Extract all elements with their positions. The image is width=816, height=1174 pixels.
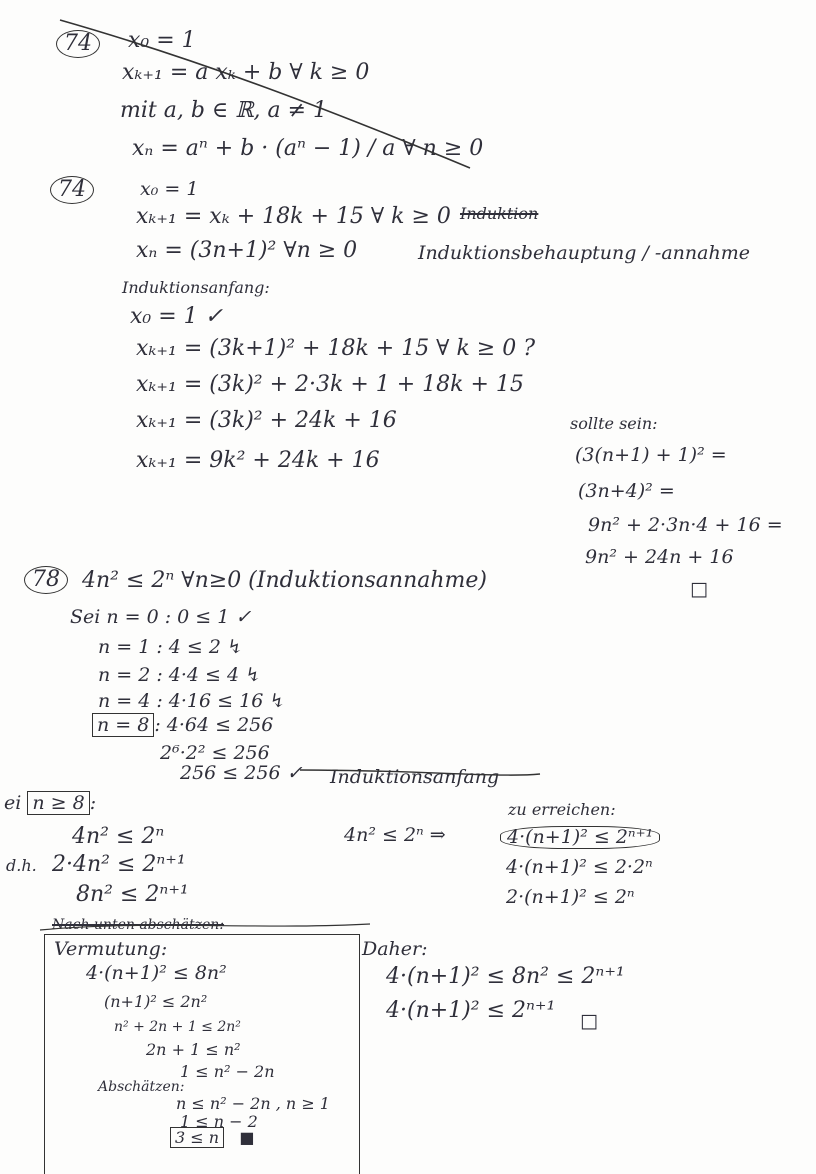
p78-row-7: 256 ≤ 256 ✓	[180, 762, 303, 784]
p78-conj-5: 1 ≤ n² − 2n	[180, 1062, 275, 1081]
problem-74-number: 74	[50, 176, 94, 204]
p74a-line-4: xₙ = aⁿ + b · (aⁿ − 1) / a ∀ n ≥ 0	[132, 136, 484, 161]
p78-assume-1: 4n² ≤ 2ⁿ	[72, 824, 165, 849]
p78-row-5: n = 8 : 4·64 ≤ 256	[92, 716, 273, 735]
p74b-side-1: (3(n+1) + 1)² =	[575, 444, 727, 466]
p78-n-ge-8-box: n ≥ 8	[27, 791, 89, 815]
p78-conclusion-1: 4·(n+1)² ≤ 8n² ≤ 2ⁿ⁺¹	[386, 964, 625, 989]
p74b-struck-word: Induktion	[460, 204, 539, 223]
p78-assume-3: 8n² ≤ 2ⁿ⁺¹	[76, 882, 189, 907]
p78-estimate-label: Abschätzen:	[98, 1079, 185, 1095]
p74b-side-2: (3n+4)² =	[578, 480, 675, 502]
p78-row-4: n = 4 : 4·16 ≤ 16 ↯	[98, 690, 286, 712]
p78-row-3: n = 2 : 4·4 ≤ 4 ↯	[98, 664, 262, 686]
p74b-line-9: xₖ₊₁ = 9k² + 24k + 16	[136, 448, 380, 473]
p74b-line-8: xₖ₊₁ = (3k)² + 24k + 16	[136, 408, 397, 433]
p78-goal-title: zu erreichen:	[508, 800, 616, 819]
p78-goal-3: 2·(n+1)² ≤ 2ⁿ	[506, 886, 635, 908]
p78-base-case-note: Induktionsanfang	[330, 766, 500, 788]
p74b-base-case-heading: Induktionsanfang:	[122, 278, 270, 297]
p74b-line-2: xₖ₊₁ = xₖ + 18k + 15 ∀ k ≥ 0	[136, 204, 451, 229]
p78-row-1: Sei n = 0 : 0 ≤ 1 ✓	[70, 606, 252, 628]
p78-assume-line: ei n ≥ 8 :	[4, 792, 97, 814]
p74b-line-6: xₖ₊₁ = (3k+1)² + 18k + 15 ∀ k ≥ 0 ?	[136, 336, 535, 361]
p74b-side-3: 9n² + 2·3n·4 + 16 =	[588, 514, 783, 536]
p78-implication: 4n² ≤ 2ⁿ ⇒	[344, 824, 446, 846]
p78-goal-2: 4·(n+1)² ≤ 2·2ⁿ	[506, 856, 653, 878]
p78-dh-label: d.h.	[6, 856, 37, 875]
p74a-line-1: x₀ = 1	[128, 28, 196, 53]
p78-daher-label: Daher:	[362, 938, 428, 960]
p78-conj-4: 2n + 1 ≤ n²	[146, 1040, 241, 1059]
p78-conj-2: (n+1)² ≤ 2n²	[104, 992, 208, 1011]
p78-3-le-n-box: 3 ≤ n	[170, 1127, 224, 1148]
p78-qed-box: □	[580, 1010, 598, 1032]
p78-conj-9: 3 ≤ n ■	[170, 1130, 254, 1146]
p74b-qed-box: □	[690, 578, 708, 600]
p74b-line-7: xₖ₊₁ = (3k)² + 2·3k + 1 + 18k + 15	[136, 372, 524, 397]
p74b-line-1: x₀ = 1	[140, 178, 199, 200]
p78-struck-note: Nach unten abschätzen:	[52, 917, 225, 933]
p78-conj-3: n² + 2n + 1 ≤ 2n²	[114, 1019, 241, 1035]
p78-row-6: 2⁶·2² ≤ 256	[160, 742, 270, 764]
p78-assume-2: 2·4n² ≤ 2ⁿ⁺¹	[52, 852, 186, 877]
p78-conj-1: 4·(n+1)² ≤ 8n²	[86, 962, 227, 984]
p74b-side-4: 9n² + 24n + 16	[585, 546, 734, 568]
p74b-side-title: sollte sein:	[570, 414, 658, 433]
p78-conj-8: 1 ≤ n − 2	[180, 1112, 258, 1131]
p78-conclusion-2: 4·(n+1)² ≤ 2ⁿ⁺¹	[386, 998, 556, 1023]
p74b-line-3: xₙ = (3n+1)² ∀n ≥ 0	[136, 238, 358, 263]
p74b-line-5: x₀ = 1 ✓	[130, 304, 224, 329]
p74a-line-2: xₖ₊₁ = a xₖ + b ∀ k ≥ 0	[122, 60, 370, 85]
p78-conj-7: n ≤ n² − 2n , n ≥ 1	[176, 1094, 330, 1113]
p78-n8-box: n = 8	[92, 713, 154, 737]
p74a-line-3: mit a, b ∈ ℝ, a ≠ 1	[120, 98, 327, 123]
p78-goal-1: 4·(n+1)² ≤ 2ⁿ⁺¹	[500, 826, 660, 849]
p78-conjecture-title: Vermutung:	[54, 938, 168, 960]
p78-heading: 4n² ≤ 2ⁿ ∀n≥0 (Induktionsannahme)	[82, 568, 487, 593]
p78-row-2: n = 1 : 4 ≤ 2 ↯	[98, 636, 243, 658]
p74b-claim-note: Induktionsbehauptung / -annahme	[418, 242, 750, 264]
problem-74-number-crossed: 74	[56, 30, 100, 58]
problem-78-number: 78	[24, 566, 68, 594]
